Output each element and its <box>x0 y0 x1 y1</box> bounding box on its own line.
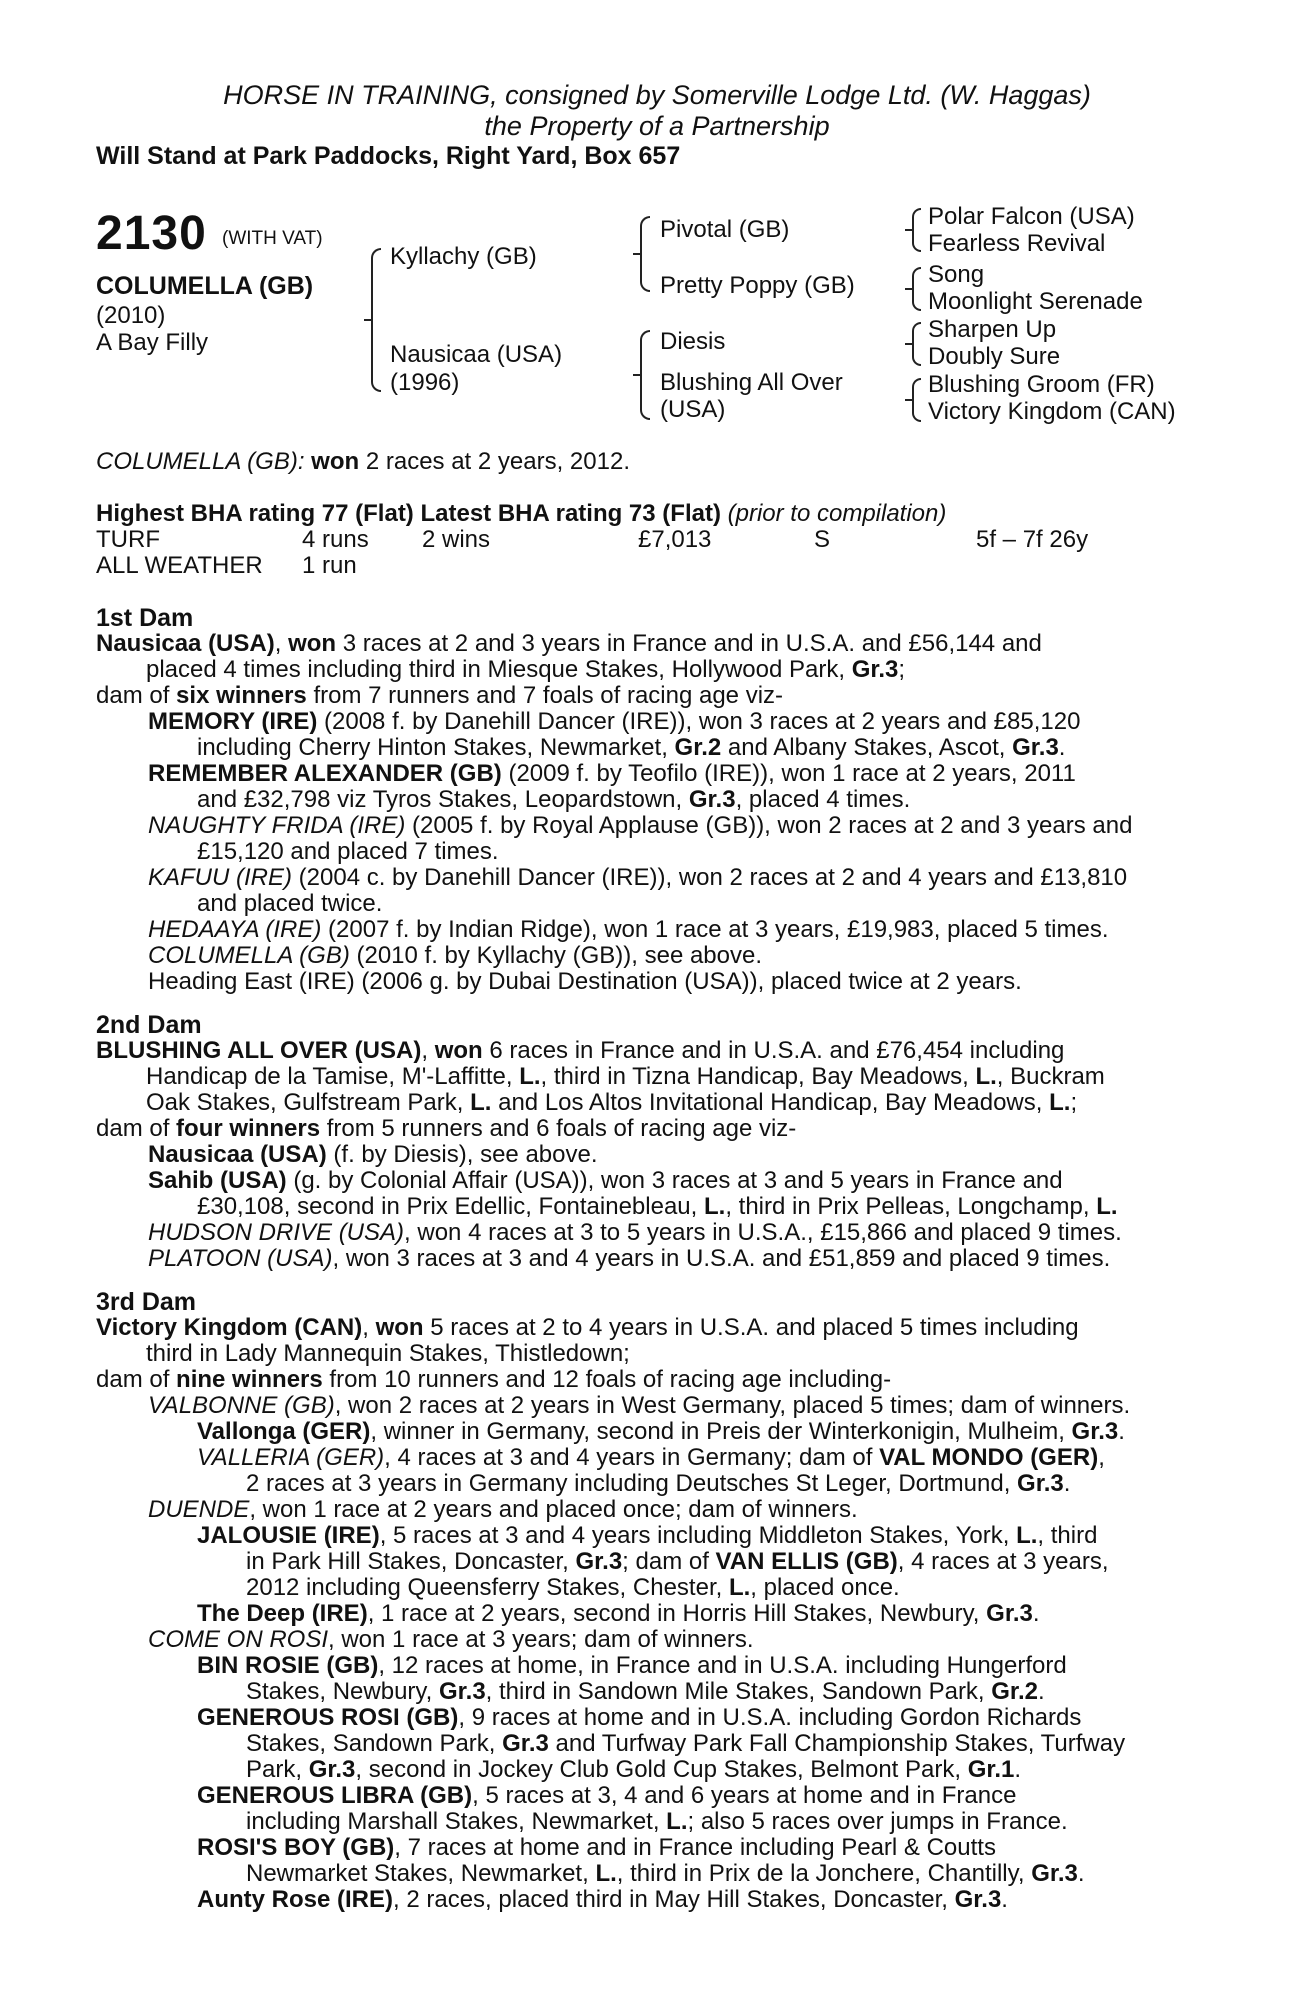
sire-sire-sire: Polar Falcon (USA) <box>928 203 1135 230</box>
pedigree-brace <box>912 208 921 252</box>
sire-sire-dam: Fearless Revival <box>928 230 1106 257</box>
dam-dam: Blushing All Over <box>660 369 843 396</box>
dam-sire: Diesis <box>660 328 726 355</box>
sire-dam-sire: Song <box>928 261 985 288</box>
property-line: the Property of a Partnership <box>484 111 830 141</box>
dam-dam-dam: Victory Kingdom (CAN) <box>928 398 1176 425</box>
horse-name: COLUMELLA (GB) <box>96 272 314 300</box>
dam-dam-sire: Blushing Groom (FR) <box>928 371 1155 398</box>
dam: Nausicaa (USA) <box>390 341 563 368</box>
stabling-line: Will Stand at Park Paddocks, Right Yard, Box 657 <box>96 142 681 170</box>
horse-description: A Bay Filly <box>96 329 209 356</box>
pedigree-brace <box>640 216 650 292</box>
lot-number: 2130 <box>96 207 207 260</box>
pedigree-brace <box>371 248 381 392</box>
sire-sire: Pivotal (GB) <box>660 216 790 243</box>
dam-year: (1996) <box>390 369 460 396</box>
pedigree-brace <box>912 267 921 311</box>
summary-name: COLUMELLA (GB) <box>96 448 298 475</box>
sire-dam-dam: Moonlight Serenade <box>928 288 1143 315</box>
first-dam-heading: 1st Dam <box>96 604 194 632</box>
sire-dam: Pretty Poppy (GB) <box>660 272 855 299</box>
dam-sire-sire: Sharpen Up <box>928 316 1057 343</box>
second-dam-heading: 2nd Dam <box>96 1011 202 1039</box>
dam-dam-country: (USA) <box>660 396 726 423</box>
dam-sire-dam: Doubly Sure <box>928 343 1061 370</box>
catalogue-page: HORSE IN TRAINING, consigned by Somerville Lodge Ltd. (W. Haggas) the Property of a Partnership Will Stand at Park Paddocks, Right Yard, Box 657 2130 (WITH VAT) COLUMELLA (GB) (2010) A Bay Filly Kyllachy (GB) Nausicaa (USA) (1996) Pivotal (GB) Pretty Poppy (GB) Diesis Blushing All Over (USA) Polar Falcon (USA) Fearless Revival Song Moonlight Serenade Sharpen Up Doubly Sure Blushing Groom (FR) Victory Kingdom (CAN) COLUMELLA (GB): won 2 races at 2 years, 2012. Highest BHA rating 77 (Flat) Latest BHA rating 73 (Flat) (prior to compilation) TURF 4 runs 2 wins £7,013 S 5f – 7f 26y ALL WEATHER 1 run 1st Dam Nausicaa (USA), won 3 races at 2 and 3 years in France and in U.S.A. and £56,144 and placed 4 times including third in Miesque Stakes, Hollywood Park, Gr.3; dam of six winners from 7 runners and 7 foals of racing age viz- MEMORY (IRE) (2008 f. by Danehill Dancer (IRE)), won 3 races at 2 years and £85,120 including Cherry Hinton Stakes, Newmarket, Gr.2 and Albany Stakes, Ascot, Gr.3. REMEMBER ALEXANDER (GB) (2009 f. by Teofilo (IRE)), won 1 race at 2 years, 2011 and £32,798 viz Tyros Stakes, Leopardstown, Gr.3, placed 4 times. NAUGHTY FRIDA (IRE) (2005 f. by Royal Applause (GB)), won 2 races at 2 and 3 years and £15,120 and placed 7 times. KAFUU (IRE) (2004 c. by Danehill Dancer (IRE)), won 2 races at 2 and 4 years and £13,810 and placed twice. HEDAAYA (IRE) (2007 f. by Indian Ridge), won 1 race at 3 years, £19,983, placed 5 times. COLUMELLA (GB) (2010 f. by Kyllachy (GB)), see above. Heading East (IRE) (2006 g. by Dubai Destination (USA)), placed twice at 2 years. 2nd Dam BLUSHING ALL OVER (USA), won 6 races in France and in U.S.A. and £76,454 including Handicap de la Tamise, M'-Laffitte, L., third in Tizna Handicap, Bay Meadows, L., Buckram Oak Stakes, Gulfstream Park, L. and Los Altos Invitational Handicap, Bay Meadows, L.; dam of four winners from 5 runners and 6 foals of racing age viz- Nausicaa (USA) (f. by Diesis), see above. Sahib (USA) (g. by Colonial Affair (USA)), won 3 races at 3 and 5 years in France and £30,108, second in Prix Edellic, Fontainebleau, L., third in Prix Pelleas, Longchamp, L. HUDSON DRIVE (USA), won 4 races at 3 to 5 years in U.S.A., £15,866 and placed 9 times. PLATOON (USA), won 3 races at 3 and 4 years in U.S.A. and £51,859 and placed 9 times. 3rd Dam Victory Kingdom (CAN), won 5 races at 2 to 4 years in U.S.A. and placed 5 times including third in Lady Mannequin Stakes, Thistledown; dam of nine winners from 10 runners and 12 foals of racing age including- VALBONNE (GB), won 2 races at 2 years in West Germany, placed 5 times; dam of winners. Vallonga (GER), winner in Germany, second in Preis der Winterkonigin, Mulheim, Gr.3. VALLERIA (GER), 4 races at 3 and 4 years in Germany; dam of VAL MONDO (GER), 2 races at 3 years in Germany including Deutsches St Leger, Dortmund, Gr.3. DUENDE, won 1 race at 2 years and placed once; dam of winners. JALOUSIE (IRE), 5 races at 3 and 4 years including Middleton Stakes, York, L., third in Park Hill Stakes, Doncaster, Gr.3; dam of VAN ELLIS (GB), 4 races at 3 years, 2012 including Queensferry Stakes, Chester, L., placed once. The Deep (IRE), 1 race at 2 years, second in Horris Hill Stakes, Newbury, Gr.3. COME ON ROSI, won 1 race at 3 years; dam of winners. BIN ROSIE (GB), 12 races at home, in France and in U.S.A. including Hungerford Stakes, Newbury, Gr.3, third in Sandown Mile Stakes, Sandown Park, Gr.2. GENEROUS ROSI (GB), 9 races at home and in U.S.A. including Gordon Richards Stakes, Sandown Park, Gr.3 and Turfway Park Fall Championship Stakes, Turfway Park, Gr.3, second in Jockey Club Gold Cup Stakes, Belmont Park, Gr.1. GENEROUS LIBRA (GB), 5 races at 3, 4 and 6 years at home and in France including Marshall Stakes, Newmarket, L.; also 5 races over jumps in France. ROSI'S BOY (GB), 7 races at home and in France including Pearl & Coutts Newmarket Stakes, Newmarket, L., third in Prix de la Jonchere, Chantilly, Gr.3. Aunty Rose (IRE), 2 races, placed third in May Hill Stakes, Doncaster, Gr.3. <box>0 0 1314 2000</box>
pedigree-brace <box>912 378 921 422</box>
sire: Kyllachy (GB) <box>390 243 537 270</box>
pedigree-brace <box>912 322 921 366</box>
foaling-year: (2010) <box>96 302 166 329</box>
third-dam-heading: 3rd Dam <box>96 1288 197 1316</box>
vat-note: (WITH VAT) <box>222 228 323 249</box>
consignor-line: HORSE IN TRAINING, consigned by Somerville Lodge Ltd. (W. Haggas) <box>223 80 1091 110</box>
pedigree-brace <box>640 330 650 420</box>
